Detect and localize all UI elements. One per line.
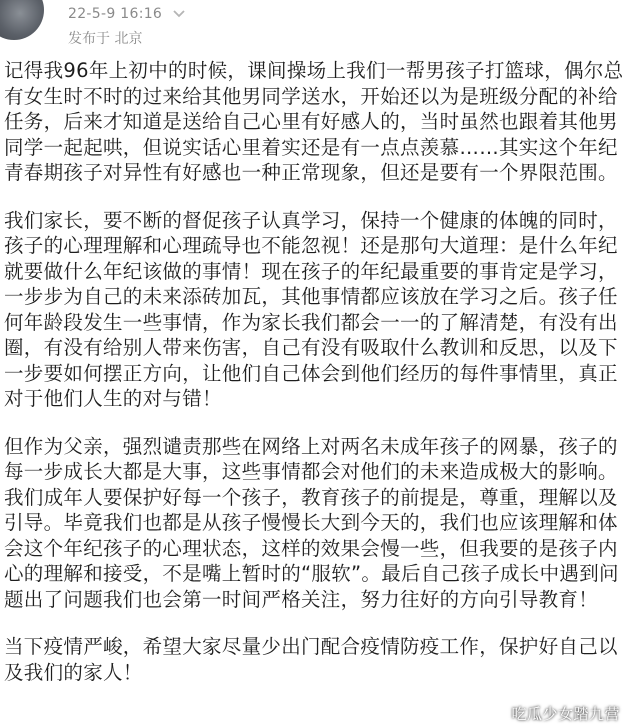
watermark: 吃瓜少女踏九营 xyxy=(511,705,620,723)
post-body xyxy=(4,58,628,707)
post-timestamp: 22-5-9 16:16 xyxy=(68,6,163,22)
post-header xyxy=(0,0,628,50)
paragraph-3: 但作为父亲，强烈谴责那些在网络上对两名未成年孩子的网暴，孩子的每一步成长大都是大事，这些事情都会对他们的未来造成极大的影响。我们成年人要保护好每一个孩子，教育孩子的前提是，尊重，理解以及引导。毕竟我们也都是从孩子慢慢长大到今天的，我们也应该理解和体会这个年纪孩子的心理状态，这样的效果会慢一些，但我要的是孩子内心的理解和接受，不是嘴上暂时的“服软”。最后自己孩子成长中遇到问题出了问题我们也会第一时间严格关注，努力往好的方向引导教育！ xyxy=(4,434,619,611)
paragraph-2: 我们家长，要不断的督促孩子认真学习，保持一个健康的体魄的同时，孩子的心理理解和心理疏导也不能忽视！还是那句大道理：是什么年纪就要做什么年纪该做的事情！现在孩子的年纪最重要的事肯定是学习，一步步为自己的未来添砖加瓦，其他事情都应该放在学习之后。孩子任何年龄段发生一些事情，作为家长我们都会一一的了解清楚，有没有出圈，有没有给别人带来伤害，自己有没有吸取什么教训和反思，以及下一步要如何摆正方向，让他们自己体会到他们经历的每件事情里，真正对于他们人生的对与错！ xyxy=(4,208,618,410)
paragraph-1: 记得我96年上初中的时候，课间操场上我们一帮男孩子打篮球，偶尔总有女生时不时的过来给其他男同学送水，开始还以为是班级分配的补给任务，后来才知道是送给自己心里有好感人的，当时虽然也跟着其他男同学一起起哄，但说实话心里着实还是有一点点羡慕……其实这个年纪青春期孩子对异性有好感也一种正常现象，但还是要有一个界限范围。 xyxy=(4,59,624,184)
post-location: 发布于 北京 xyxy=(68,31,143,47)
chevron-down-icon[interactable] xyxy=(170,6,188,22)
paragraph-4: 当下疫情严峻，希望大家尽量少出门配合疫情防疫工作，保护好自己以及我们的家人！ xyxy=(4,635,618,684)
avatar[interactable] xyxy=(0,0,44,40)
